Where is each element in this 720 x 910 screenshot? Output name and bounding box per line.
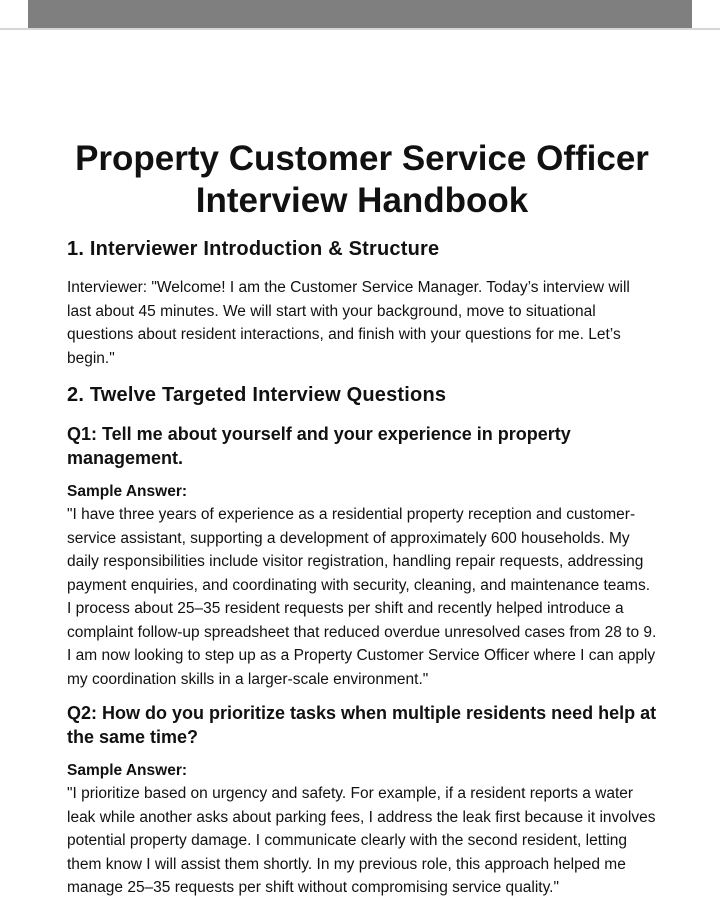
document-title: Property Customer Service Officer Interview Handbook	[75, 139, 649, 220]
toolbar-divider	[0, 28, 720, 30]
section-heading-introduction: 1. Interviewer Introduction & Structure	[67, 238, 440, 260]
sample-answer-label: Sample Answer:	[67, 762, 188, 779]
section-heading-questions: 2. Twelve Targeted Interview Questions	[67, 384, 447, 406]
sample-answer-label: Sample Answer:	[67, 483, 188, 500]
question-block-q2	[67, 701, 657, 900]
top-toolbar	[0, 0, 720, 30]
question-block-q1	[67, 422, 657, 691]
sample-answer-text: "I prioritize based on urgency and safety. For example, if a resident reports a water leak while another asks about parking fees, I address the leak first because it involves potential property damage. I communicate clearly with the second resident, letting them know I will assist them shortly. In my previous role, this approach helped me manage 25–35 requests per shift without compromising service quality."	[67, 785, 656, 896]
sample-answer-text: "I have three years of experience as a residential property reception and customer-service assistant, supporting a development of approximately 600 households. My daily responsibilities include visitor registration, handling repair requests, addressing payment enquiries, and coordinating with security, cleaning, and maintenance teams. I process about 25–35 resident requests per shift and recently helped introduce a complaint follow-up spreadsheet that reduced overdue unresolved cases from 28 to 9. I am now looking to step up as a Property Customer Service Officer where I can apply my coordination skills in a larger-scale environment."	[67, 506, 657, 688]
question-heading: Q2: How do you prioritize tasks when multiple residents need help at the same time?	[67, 703, 657, 747]
document-page	[67, 138, 657, 910]
toolbar-strip	[28, 0, 692, 28]
introduction-paragraph: Interviewer: "Welcome! I am the Customer Service Manager. Today’s interview will last about 45 minutes. We will start with your background, move to situational questions about resident interactions, and finish with your questions for me. Let’s begin."	[67, 279, 630, 367]
question-heading: Q1: Tell me about yourself and your experience in property management.	[67, 424, 571, 468]
